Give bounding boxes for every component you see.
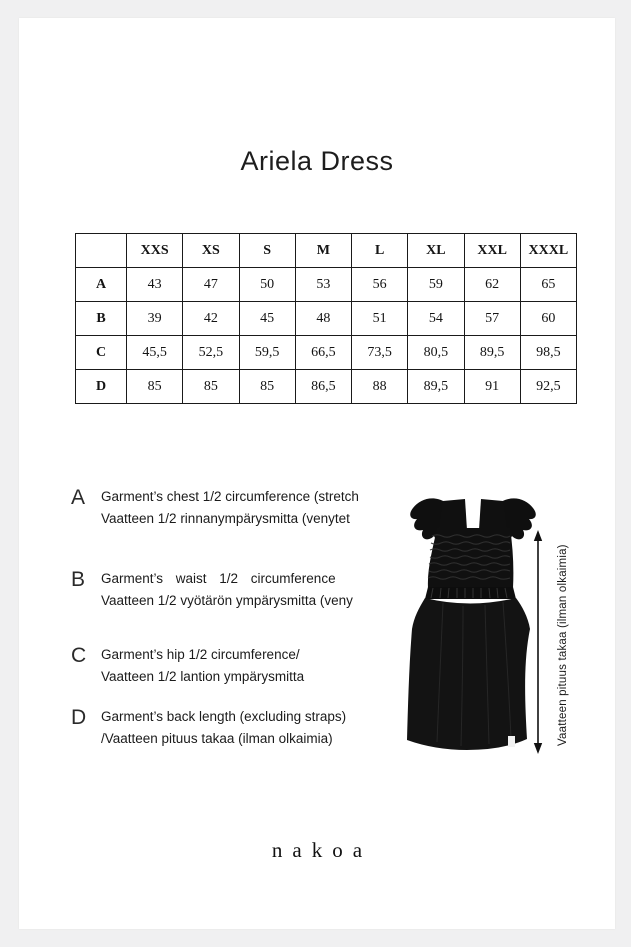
size-value-cell: 53: [295, 268, 351, 302]
size-column-header: XXXL: [520, 234, 576, 268]
size-value-cell: 98,5: [520, 336, 576, 370]
size-value-cell: 42: [183, 302, 239, 336]
dress-right-strap: [479, 499, 507, 530]
size-value-cell: 88: [352, 370, 408, 404]
size-table-row: [76, 302, 577, 336]
size-value-cell: 85: [239, 370, 295, 404]
size-column-header: L: [352, 234, 408, 268]
brand-logo: nakoa: [271, 838, 373, 862]
size-value-cell: 92,5: [520, 370, 576, 404]
size-table: [75, 233, 577, 404]
size-table-body: [76, 268, 577, 404]
hem-tag: [508, 736, 515, 747]
size-value-cell: 56: [352, 268, 408, 302]
size-value-cell: 60: [520, 302, 576, 336]
size-guide-page: [19, 18, 615, 929]
dress-left-strap: [439, 499, 467, 530]
measurement-letter: C: [71, 644, 87, 667]
size-table-header-row: [76, 234, 577, 268]
size-table-head: [76, 234, 577, 268]
length-arrow-icon: [530, 528, 546, 756]
measurement-letter: D: [71, 706, 87, 729]
row-label-cell: B: [76, 302, 127, 336]
size-value-cell: 59,5: [239, 336, 295, 370]
size-value-cell: 91: [464, 370, 520, 404]
dress-waistband: [425, 587, 516, 599]
size-value-cell: 59: [408, 268, 464, 302]
size-value-cell: 85: [183, 370, 239, 404]
measurement-text: [101, 706, 389, 750]
measurement-text-en: Garment’s chest 1/2 circumference (stretch: [101, 489, 359, 504]
size-value-cell: 65: [520, 268, 576, 302]
size-value-cell: 57: [464, 302, 520, 336]
measurement-text-fi: Vaatteen 1/2 vyötärön ympärysmitta (veny: [101, 593, 353, 608]
size-value-cell: 89,5: [464, 336, 520, 370]
row-label-cell: D: [76, 370, 127, 404]
size-value-cell: 50: [239, 268, 295, 302]
size-column-header: XXL: [464, 234, 520, 268]
size-value-cell: 73,5: [352, 336, 408, 370]
dress-skirt: [407, 598, 530, 750]
length-arrow-label: Vaatteen pituus takaa (ilman olkaimia): [557, 544, 569, 746]
size-value-cell: 45,5: [127, 336, 183, 370]
measurement-item: [71, 644, 389, 688]
size-table-row: [76, 268, 577, 302]
measurement-text-en: Garment’s waist 1/2 circumference: [101, 571, 336, 586]
size-value-cell: 62: [464, 268, 520, 302]
size-value-cell: 48: [295, 302, 351, 336]
size-value-cell: 80,5: [408, 336, 464, 370]
measurement-text: [101, 644, 389, 688]
measurement-text-fi: Vaatteen 1/2 lantion ympärysmitta: [101, 669, 305, 684]
dress-illustration: [403, 490, 543, 756]
measurement-letter: B: [71, 568, 86, 591]
size-value-cell: 85: [127, 370, 183, 404]
size-column-header: M: [295, 234, 351, 268]
size-value-cell: 39: [127, 302, 183, 336]
row-label-cell: C: [76, 336, 127, 370]
size-value-cell: 89,5: [408, 370, 464, 404]
row-label-cell: A: [76, 268, 127, 302]
size-column-header: XS: [183, 234, 239, 268]
measurement-item: [71, 568, 389, 612]
size-value-cell: 86,5: [295, 370, 351, 404]
size-column-header: XL: [408, 234, 464, 268]
measurement-text-en: Garment’s back length (excluding straps): [101, 709, 347, 724]
page-title: Ariela Dress: [240, 146, 394, 176]
size-value-cell: 52,5: [183, 336, 239, 370]
size-value-cell: 43: [127, 268, 183, 302]
size-value-cell: 45: [239, 302, 295, 336]
measurement-letter: A: [71, 486, 86, 509]
size-column-header: S: [239, 234, 295, 268]
size-value-cell: 47: [183, 268, 239, 302]
size-table-row: [76, 370, 577, 404]
measurement-text-en: Garment’s hip 1/2 circumference/: [101, 647, 300, 662]
measurement-text-fi: /Vaatteen pituus takaa (ilman olkaimia): [101, 731, 333, 746]
size-column-header: [76, 234, 127, 268]
size-value-cell: 54: [408, 302, 464, 336]
size-column-header: XXS: [127, 234, 183, 268]
size-value-cell: 66,5: [295, 336, 351, 370]
size-table-row: [76, 336, 577, 370]
measurement-item: [71, 706, 389, 750]
measurement-text: [101, 486, 389, 530]
measurement-text: [101, 568, 389, 612]
measurement-item: [71, 486, 389, 530]
size-value-cell: 51: [352, 302, 408, 336]
measurement-text-fi: Vaatteen 1/2 rinnanympärysmitta (venytet: [101, 511, 350, 526]
